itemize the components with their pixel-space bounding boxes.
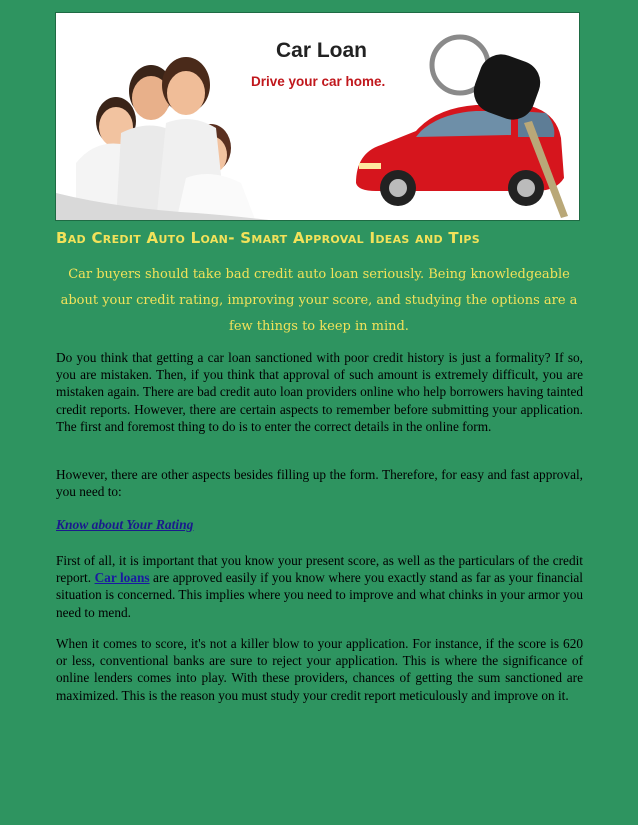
paragraph-3-text-end: are approved easily if you know where you exactly stand as far as your financial situation is concerned. This implies where you need to improve and what chinks in your armor you need to mend. — [56, 570, 583, 620]
car-loans-link[interactable]: Car loans — [94, 570, 150, 586]
banner-subtitle: Drive your car home. — [251, 74, 386, 89]
subheading-know-rating: Know about Your Rating — [56, 517, 194, 532]
red-car — [356, 105, 564, 206]
paragraph-3-text-start: First of all, it is important that you know your present score, as well as the particulars of the credit report. — [56, 553, 583, 586]
paragraph-2: However, there are other aspects besides filling up the form. Therefore, for easy and fast approval, you need to: — [56, 467, 583, 500]
banner-title: Car Loan — [276, 39, 368, 62]
intro-paragraph: Car buyers should take bad credit auto loan seriously. Being knowledgeable about your credit rating, improving your score, and studying the options are a few things to keep in mind. — [60, 267, 578, 334]
article-headline: Bad Credit Auto Loan- Smart Approval Ideas and Tips — [56, 229, 480, 247]
paragraph-3 — [56, 552, 583, 621]
paragraph-4: When it comes to score, it's not a killer blow to your application. For instance, if the score is 620 or less, conventional banks are sure to reject your application. This is where the significance of online lenders comes into play. With these providers, chances of getting the sum sanctioned are maximized. This is the reason you must study your credit report meticulously and improve on it. — [56, 636, 583, 703]
paragraph-1: Do you think that getting a car loan sanctioned with poor credit history is just a formality? If so, you are mistaken. Then, if you think that approval of such amount is extremely difficult, you are mistaken again. There are bad credit auto loan providers online who help borrowers having tainted credit reports. However, there are certain aspects to remember before submitting your application. The first and foremost thing to do is to enter the correct details in the online form. — [56, 350, 583, 434]
car-loan-banner — [55, 12, 580, 221]
